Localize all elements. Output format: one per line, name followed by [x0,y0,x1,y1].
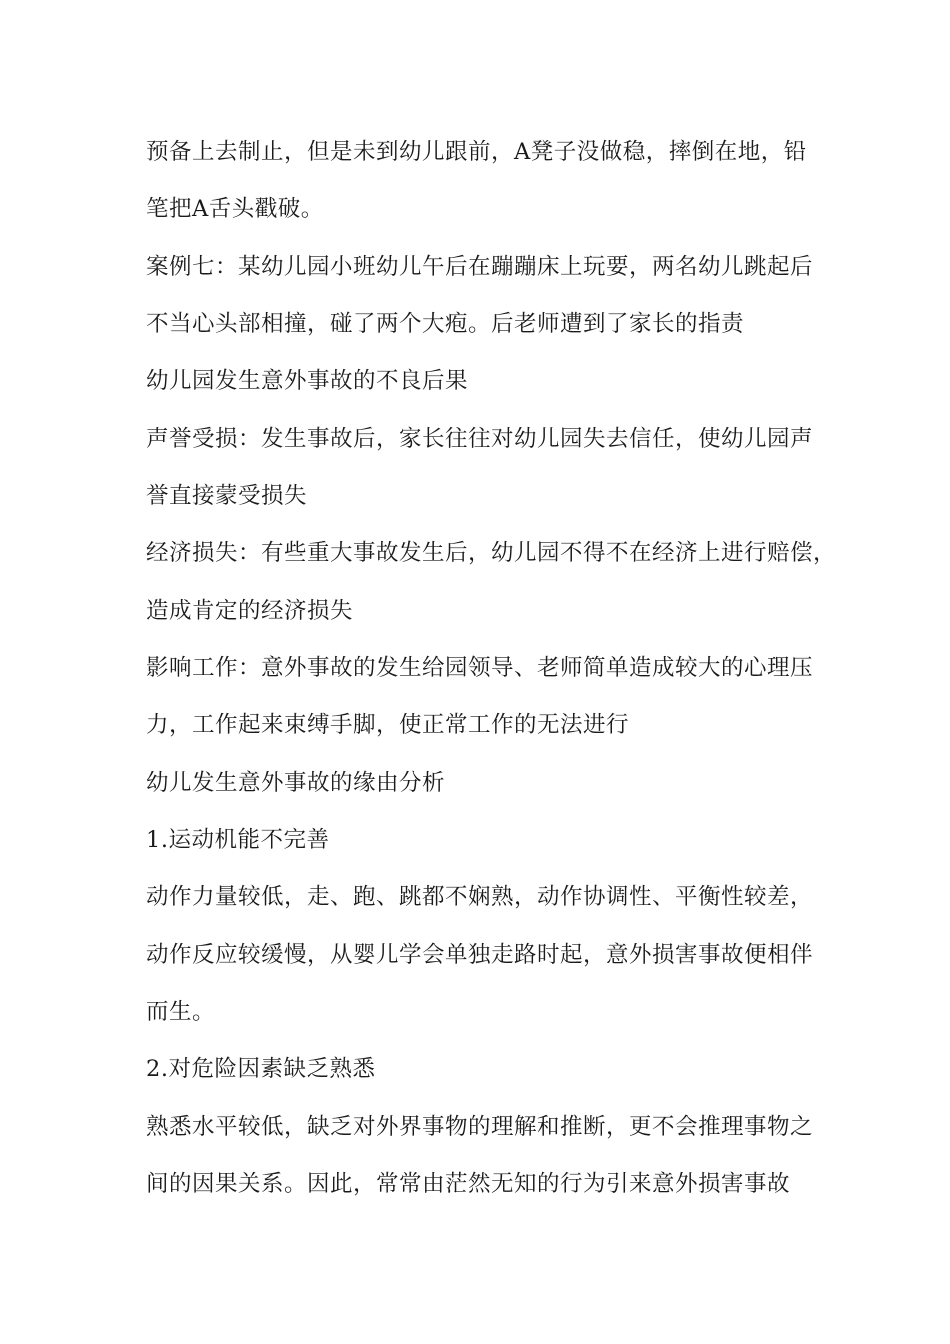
subsection-heading: 1.运动机能不完善 [146,827,330,853]
subsection-heading: 2.对危险因素缺乏熟悉 [146,1056,376,1082]
text-line: 造成肯定的经济损失 [146,598,354,624]
text-line: 经济损失：有些重大事故发生后，幼儿园不得不在经济上进行赔偿， [146,540,837,566]
text-line: 而生。 [146,999,216,1025]
text-line: 间的因果关系。因此，常常由茫然无知的行为引来意外损害事故 [146,1171,791,1197]
text-line: 熟悉水平较低，缺乏对外界事物的理解和推断，更不会推理事物之 [146,1114,814,1140]
section-heading: 幼儿园发生意外事故的不良后果 [146,368,469,394]
text-line: 案例七：某幼儿园小班幼儿午后在蹦蹦床上玩要，两名幼儿跳起后 [146,254,814,280]
text-line: 力，工作起来束缚手脚，使正常工作的无法进行 [146,712,630,738]
text-line: 声誉受损：发生事故后，家长往往对幼儿园失去信任，使幼儿园声 [146,426,814,452]
text-line: 不当心头部相撞，碰了两个大疱。后老师遭到了家长的指责 [146,311,745,337]
text-line: 动作反应较缓慢，从婴儿学会单独走路时起，意外损害事故便相伴 [146,942,814,968]
text-line: 预备上去制止，但是未到幼儿跟前，A凳子没做稳，摔倒在地，铅 [146,139,807,165]
text-line: 誉直接蒙受损失 [146,483,308,509]
text-line: 影响工作：意外事故的发生给园领导、老师简单造成较大的心理压 [146,655,814,681]
text-line: 笔把A舌头戳破。 [146,196,324,222]
section-heading: 幼儿发生意外事故的缘由分析 [146,770,446,796]
text-line: 动作力量较低，走、跑、跳都不娴熟，动作协调性、平衡性较差， [146,884,814,910]
